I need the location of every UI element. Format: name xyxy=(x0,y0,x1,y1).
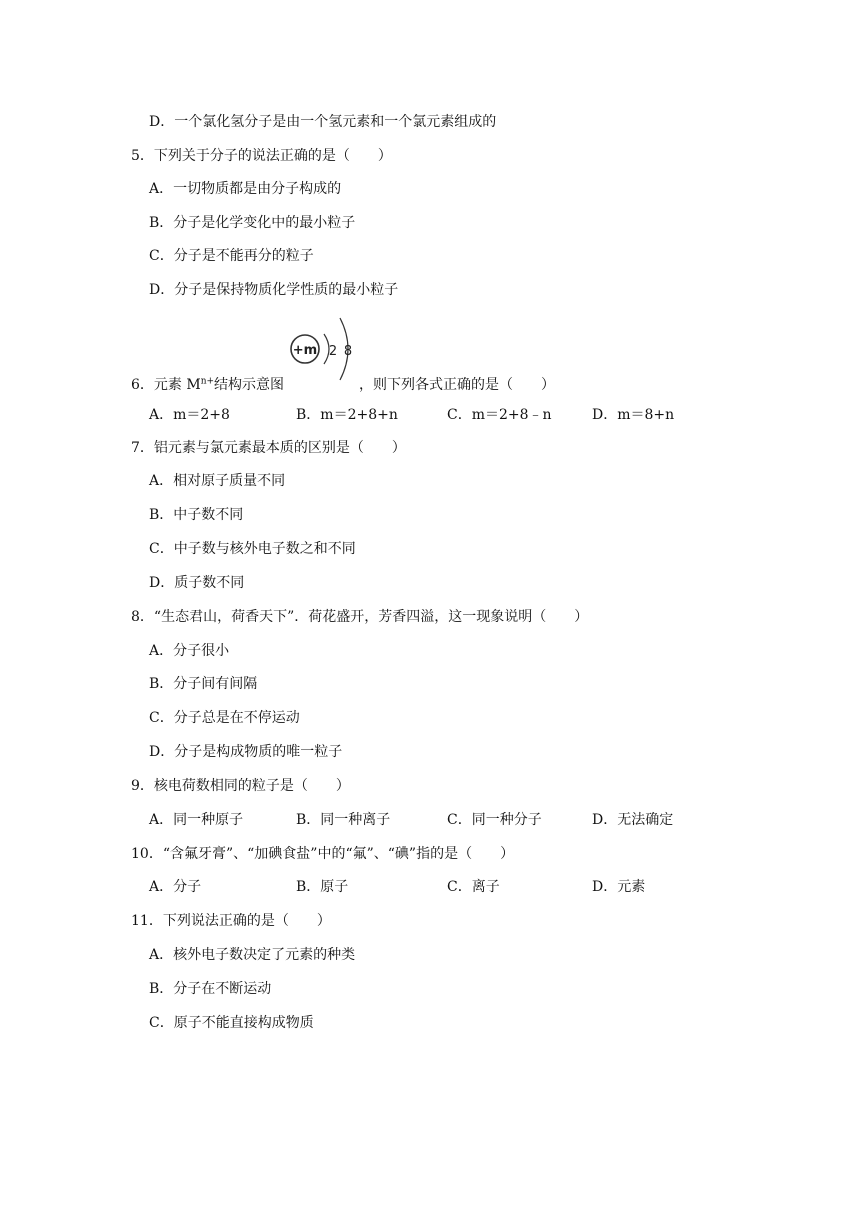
q6-option-b: B．m＝2+8+n xyxy=(296,407,398,423)
q10-option-c: C．离子 xyxy=(447,879,500,895)
q8-option-d: D．分子是构成物质的唯一粒子 xyxy=(149,744,343,760)
q5-option-d: D．分子是保持物质化学性质的最小粒子 xyxy=(149,282,399,298)
q7-option-d: D．质子数不同 xyxy=(149,575,245,591)
q8-option-b: B．分子间有间隔 xyxy=(149,676,258,692)
nucleus-charge: +m xyxy=(292,343,318,358)
q5-option-a: A．一切物质都是由分子构成的 xyxy=(149,181,342,197)
q8-option-a: A．分子很小 xyxy=(149,643,230,659)
ion-structure-diagram xyxy=(288,312,358,384)
q6-stem-post: ，则下列各式正确的是（ ） xyxy=(359,377,556,393)
q7-option-b: B．中子数不同 xyxy=(149,507,244,523)
q8-option-c: C．分子总是在不停运动 xyxy=(149,710,300,726)
q6-stem-charge: n+ xyxy=(200,376,215,387)
q9-option-d: D．无法确定 xyxy=(592,812,674,828)
q5-stem: 5．下列关于分子的说法正确的是（ ） xyxy=(131,148,392,164)
q7-option-c: C．中子数与核外电子数之和不同 xyxy=(149,541,356,557)
q7-option-a: A．相对原子质量不同 xyxy=(149,473,286,489)
q11-stem: 11．下列说法正确的是（ ） xyxy=(131,913,331,929)
q10-option-b: B．原子 xyxy=(296,879,349,895)
q9-option-c: C．同一种分子 xyxy=(447,812,542,828)
q9-option-b: B．同一种离子 xyxy=(296,812,391,828)
shell-2-electrons: 8 xyxy=(343,344,353,359)
q7-stem: 7．铝元素与氯元素最本质的区别是（ ） xyxy=(131,440,406,456)
q11-option-a: A．核外电子数决定了元素的种类 xyxy=(149,947,356,963)
q8-stem: 8．“生态君山，荷香天下”．荷花盛开，芳香四溢，这一现象说明（ ） xyxy=(131,609,589,625)
q6-option-a: A．m＝2+8 xyxy=(149,407,230,423)
q6-option-d: D．m＝8+n xyxy=(592,407,675,423)
q5-option-c: C．分子是不能再分的粒子 xyxy=(149,248,314,264)
q11-option-c: C．原子不能直接构成物质 xyxy=(149,1015,314,1031)
q6-option-c: C．m＝2+8﹣n xyxy=(447,407,552,423)
q6-stem-pre: 6．元素 M xyxy=(131,377,201,393)
q9-stem: 9．核电荷数相同的粒子是（ ） xyxy=(131,778,350,794)
q9-option-a: A．同一种原子 xyxy=(149,812,244,828)
q11-option-b: B．分子在不断运动 xyxy=(149,981,272,997)
q4-option-d: D．一个氯化氢分子是由一个氢元素和一个氯元素组成的 xyxy=(149,114,497,130)
q10-option-d: D．元素 xyxy=(592,879,646,895)
q6-stem-mid: 结构示意图 xyxy=(214,377,285,393)
q6-stem xyxy=(131,375,555,395)
q10-option-a: A．分子 xyxy=(149,879,202,895)
q10-stem: 10．“含氟牙膏”、“加碘食盐”中的“氟”、“碘”指的是（ ） xyxy=(131,846,515,862)
shell-1-electrons: 2 xyxy=(328,344,338,359)
q5-option-b: B．分子是化学变化中的最小粒子 xyxy=(149,215,356,231)
